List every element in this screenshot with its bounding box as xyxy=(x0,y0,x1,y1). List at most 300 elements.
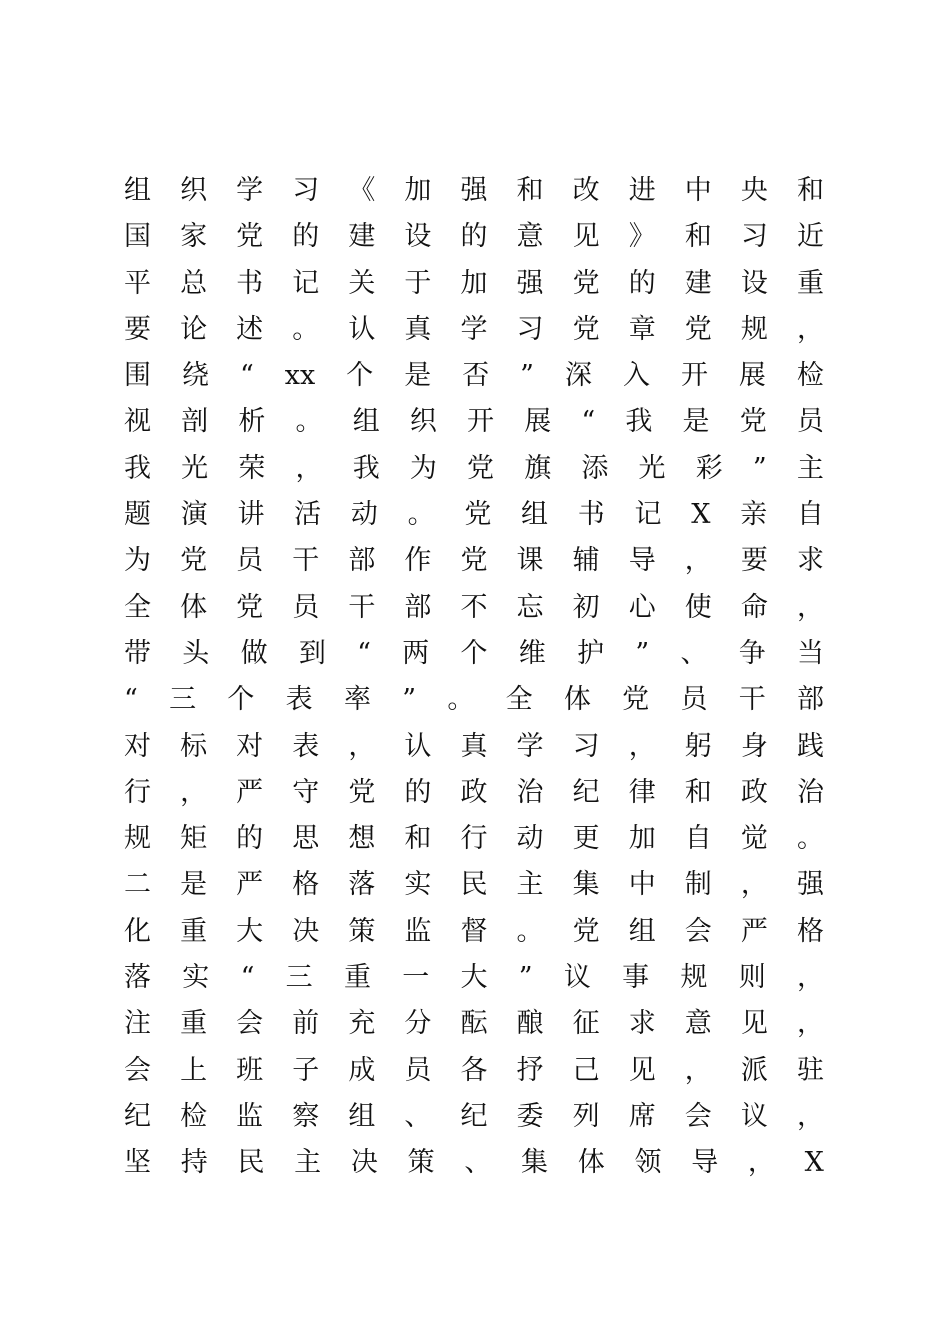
text-glyph: 全 xyxy=(505,684,533,716)
text-glyph: 视 xyxy=(124,406,151,438)
text-glyph: 上 xyxy=(180,1054,208,1086)
text-glyph: 央 xyxy=(740,175,768,206)
text-glyph: 演 xyxy=(180,499,208,531)
text-glyph: 表 xyxy=(285,684,313,716)
text-glyph: 会 xyxy=(124,1054,151,1086)
text-glyph: 。 xyxy=(292,313,320,345)
text-glyph: 。 xyxy=(407,499,435,531)
text-glyph: 党 xyxy=(348,776,376,808)
text-glyph: 分 xyxy=(404,1008,432,1040)
text-glyph: 部 xyxy=(797,684,824,716)
text-glyph: 三 xyxy=(285,962,313,994)
text-glyph: 要 xyxy=(124,313,151,345)
text-glyph: “ xyxy=(239,360,254,392)
text-glyph: 否 xyxy=(462,360,490,392)
text-glyph: xx xyxy=(284,360,316,392)
text-glyph: 带 xyxy=(124,637,151,669)
text-glyph: 心 xyxy=(628,591,656,623)
text-glyph: 章 xyxy=(628,313,656,345)
text-glyph: 认 xyxy=(348,313,376,345)
text-glyph: 习 xyxy=(516,313,544,345)
text-glyph: 。 xyxy=(295,406,323,438)
text-glyph: 注 xyxy=(124,1008,151,1040)
text-glyph: 导 xyxy=(691,1147,719,1179)
text-glyph: 和 xyxy=(684,776,712,808)
text-glyph: 率 xyxy=(343,684,371,716)
text-glyph: 使 xyxy=(684,591,712,623)
text-glyph: 规 xyxy=(740,313,768,345)
text-glyph: 委 xyxy=(516,1100,544,1132)
text-glyph: 检 xyxy=(796,360,824,392)
text-glyph: “ xyxy=(581,406,596,438)
text-glyph: 总 xyxy=(180,267,208,299)
text-glyph: 习 xyxy=(740,221,768,253)
text-glyph: 政 xyxy=(740,776,768,808)
text-glyph: 初 xyxy=(572,591,600,623)
text-glyph: 格 xyxy=(796,915,824,947)
text-glyph: 前 xyxy=(292,1008,320,1040)
text-glyph: 两 xyxy=(402,637,430,669)
text-glyph: 民 xyxy=(460,869,488,901)
text-line xyxy=(124,307,824,353)
text-glyph: 三 xyxy=(169,684,197,716)
text-glyph: 实 xyxy=(182,962,210,994)
text-glyph: 规 xyxy=(680,962,708,994)
text-glyph: 个 xyxy=(346,360,374,392)
text-glyph: 是 xyxy=(404,360,432,392)
text-glyph: 践 xyxy=(796,730,824,762)
text-glyph: 动 xyxy=(350,499,378,531)
text-glyph: 议 xyxy=(740,1100,768,1132)
text-glyph: “ xyxy=(124,684,138,716)
text-glyph: 中 xyxy=(628,869,656,901)
text-glyph: 征 xyxy=(572,1008,600,1040)
text-glyph: 主 xyxy=(516,869,544,901)
text-line xyxy=(124,1094,824,1140)
text-glyph: 强 xyxy=(460,175,488,206)
text-glyph: 加 xyxy=(404,175,432,206)
text-glyph: 头 xyxy=(182,637,210,669)
text-glyph: 维 xyxy=(518,637,546,669)
text-line xyxy=(124,353,824,399)
text-line xyxy=(124,909,824,955)
text-glyph: 集 xyxy=(572,869,600,901)
text-glyph: 添 xyxy=(581,452,609,484)
text-glyph: 的 xyxy=(404,776,432,808)
text-line xyxy=(124,631,824,677)
text-glyph: 剖 xyxy=(181,406,209,438)
text-glyph: 落 xyxy=(124,962,151,994)
text-glyph: 建 xyxy=(684,267,712,299)
text-glyph: 党 xyxy=(236,221,264,253)
text-glyph: ， xyxy=(180,776,208,808)
text-glyph: 己 xyxy=(572,1054,600,1086)
text-glyph: 体 xyxy=(577,1147,605,1179)
text-glyph: 为 xyxy=(409,452,437,484)
text-glyph: 绕 xyxy=(181,360,209,392)
text-glyph: 落 xyxy=(348,869,376,901)
text-glyph: 会 xyxy=(684,1100,712,1132)
text-glyph: 是 xyxy=(682,406,710,438)
text-glyph: 导 xyxy=(628,545,656,577)
text-glyph: 党 xyxy=(467,452,495,484)
text-glyph: 争 xyxy=(738,637,766,669)
text-glyph: 治 xyxy=(796,776,824,808)
text-glyph: 员 xyxy=(796,406,824,438)
text-line xyxy=(124,168,824,214)
text-glyph: 充 xyxy=(348,1008,376,1040)
text-glyph: 酿 xyxy=(516,1008,544,1040)
text-glyph: 意 xyxy=(516,221,544,253)
text-line xyxy=(124,399,824,445)
text-glyph: 析 xyxy=(238,406,266,438)
text-glyph: 的 xyxy=(236,823,264,855)
body-text xyxy=(124,168,824,1187)
text-line xyxy=(124,538,824,584)
text-glyph: 政 xyxy=(460,776,488,808)
text-glyph: 重 xyxy=(796,267,824,299)
text-glyph: 设 xyxy=(404,221,432,253)
text-glyph: ， xyxy=(796,591,824,623)
text-glyph: 员 xyxy=(236,545,264,577)
text-glyph: ” xyxy=(752,452,767,484)
text-glyph: 想 xyxy=(348,823,376,855)
text-glyph: 建 xyxy=(348,221,376,253)
text-glyph: 决 xyxy=(292,915,320,947)
text-glyph: 真 xyxy=(460,730,488,762)
text-glyph: ， xyxy=(796,1100,824,1132)
text-glyph: 党 xyxy=(572,313,600,345)
text-glyph: 见 xyxy=(740,1008,768,1040)
text-glyph: 标 xyxy=(180,730,208,762)
text-glyph: 思 xyxy=(292,823,320,855)
text-glyph: 见 xyxy=(572,221,600,253)
text-glyph: 事 xyxy=(622,962,650,994)
text-glyph: 习 xyxy=(572,730,600,762)
text-glyph: 展 xyxy=(738,360,766,392)
text-glyph: 治 xyxy=(516,776,544,808)
text-glyph: 组 xyxy=(348,1100,376,1132)
text-glyph: 改 xyxy=(572,175,600,206)
text-glyph: 表 xyxy=(292,730,320,762)
text-glyph: 席 xyxy=(628,1100,656,1132)
text-glyph: 强 xyxy=(796,869,824,901)
text-glyph: 各 xyxy=(460,1054,488,1086)
text-glyph: 做 xyxy=(240,637,268,669)
text-glyph: 制 xyxy=(684,869,712,901)
text-glyph: 和 xyxy=(684,221,712,253)
text-glyph: 。 xyxy=(447,684,475,716)
text-glyph: 持 xyxy=(180,1147,208,1179)
text-glyph: 认 xyxy=(404,730,432,762)
text-glyph: 记 xyxy=(634,499,662,531)
text-glyph: 旗 xyxy=(524,452,552,484)
text-glyph: 记 xyxy=(292,267,320,299)
text-glyph: 党 xyxy=(739,406,767,438)
text-line xyxy=(124,862,824,908)
text-glyph: 动 xyxy=(516,823,544,855)
text-glyph: 书 xyxy=(236,267,264,299)
text-glyph: 平 xyxy=(124,267,151,299)
text-glyph: 监 xyxy=(404,915,432,947)
text-glyph: 护 xyxy=(577,637,605,669)
text-glyph: 于 xyxy=(404,267,432,299)
text-line xyxy=(124,1140,824,1186)
text-glyph: 进 xyxy=(628,175,656,206)
text-glyph: 是 xyxy=(180,869,208,901)
text-glyph: 亲 xyxy=(740,499,768,531)
text-glyph: 觉 xyxy=(740,823,768,855)
text-glyph: 展 xyxy=(524,406,552,438)
text-glyph: 会 xyxy=(236,1008,264,1040)
text-glyph: 强 xyxy=(516,267,544,299)
text-line xyxy=(124,677,824,723)
text-glyph: 彩 xyxy=(695,452,723,484)
text-glyph: ， xyxy=(796,313,824,345)
text-glyph: 我 xyxy=(352,452,380,484)
text-glyph: 述 xyxy=(236,313,264,345)
text-glyph: 忘 xyxy=(516,591,544,623)
text-glyph: 纪 xyxy=(572,776,600,808)
text-glyph: 班 xyxy=(236,1054,264,1086)
text-glyph: 成 xyxy=(348,1054,376,1086)
text-glyph: 论 xyxy=(180,313,208,345)
text-glyph: ， xyxy=(295,452,323,484)
text-glyph: 光 xyxy=(181,452,209,484)
text-glyph: 求 xyxy=(628,1008,656,1040)
text-glyph: ” xyxy=(520,360,534,392)
text-glyph: ， xyxy=(348,730,376,762)
text-glyph: 领 xyxy=(634,1147,662,1179)
text-line xyxy=(124,1001,824,1047)
text-glyph: 自 xyxy=(796,499,824,531)
text-glyph: 部 xyxy=(404,591,432,623)
text-glyph: 关 xyxy=(348,267,376,299)
text-line xyxy=(124,724,824,770)
text-glyph: 织 xyxy=(180,175,208,206)
text-glyph: 到 xyxy=(298,637,326,669)
text-glyph: 体 xyxy=(563,684,591,716)
text-glyph: 我 xyxy=(124,452,151,484)
text-glyph: 集 xyxy=(521,1147,549,1179)
text-glyph: 命 xyxy=(740,591,768,623)
text-glyph: 抒 xyxy=(516,1054,544,1086)
text-glyph: 开 xyxy=(680,360,708,392)
text-glyph: 格 xyxy=(292,869,320,901)
text-glyph: 纪 xyxy=(124,1100,151,1132)
text-glyph: 荣 xyxy=(238,452,266,484)
text-glyph: 我 xyxy=(625,406,653,438)
text-glyph: 。 xyxy=(796,823,824,855)
text-glyph: 党 xyxy=(622,684,650,716)
text-glyph: 深 xyxy=(564,360,592,392)
text-glyph: 国 xyxy=(124,221,151,253)
text-glyph: 全 xyxy=(124,591,151,623)
text-glyph: 大 xyxy=(460,962,488,994)
text-glyph: 党 xyxy=(460,545,488,577)
text-glyph: 光 xyxy=(638,452,666,484)
text-glyph: 和 xyxy=(796,175,824,206)
text-glyph: 中 xyxy=(684,175,712,206)
text-glyph: 严 xyxy=(740,915,768,947)
text-glyph: 策 xyxy=(407,1147,435,1179)
text-line xyxy=(124,446,824,492)
text-glyph: 作 xyxy=(404,545,432,577)
text-glyph: X xyxy=(691,499,711,531)
text-glyph: 纪 xyxy=(460,1100,488,1132)
text-line xyxy=(124,955,824,1001)
text-glyph: ， xyxy=(796,1008,824,1040)
text-glyph: X xyxy=(804,1147,824,1179)
text-glyph: 织 xyxy=(409,406,437,438)
text-glyph: ， xyxy=(740,869,768,901)
text-glyph: 的 xyxy=(292,221,320,253)
text-glyph: 对 xyxy=(236,730,264,762)
text-glyph: 不 xyxy=(460,591,488,623)
text-glyph: ， xyxy=(684,545,712,577)
text-glyph: ， xyxy=(797,962,824,994)
text-line xyxy=(124,585,824,631)
text-glyph: 干 xyxy=(292,545,320,577)
text-glyph: 二 xyxy=(124,869,151,901)
text-glyph: ， xyxy=(684,1054,712,1086)
text-glyph: ” xyxy=(402,684,417,716)
text-glyph: 的 xyxy=(460,221,488,253)
text-glyph: 党 xyxy=(572,915,600,947)
text-glyph: 坚 xyxy=(124,1147,151,1179)
text-glyph: 干 xyxy=(348,591,376,623)
text-glyph: 派 xyxy=(740,1054,768,1086)
text-glyph: 党 xyxy=(236,591,264,623)
text-glyph: 自 xyxy=(684,823,712,855)
text-glyph: 近 xyxy=(796,221,824,253)
text-glyph: 督 xyxy=(460,915,488,947)
text-glyph: 身 xyxy=(740,730,768,762)
text-glyph: 检 xyxy=(180,1100,208,1132)
text-glyph: 入 xyxy=(622,360,650,392)
text-glyph: 列 xyxy=(572,1100,600,1132)
text-line xyxy=(124,816,824,862)
text-glyph: 子 xyxy=(292,1054,320,1086)
text-glyph: ， xyxy=(628,730,656,762)
text-line xyxy=(124,770,824,816)
text-glyph: 守 xyxy=(292,776,320,808)
text-glyph: 当 xyxy=(797,637,824,669)
text-glyph: 加 xyxy=(628,823,656,855)
text-glyph: 重 xyxy=(180,1008,208,1040)
text-glyph: 家 xyxy=(180,221,208,253)
text-glyph: 党 xyxy=(180,545,208,577)
text-glyph: 严 xyxy=(236,869,264,901)
text-glyph: 议 xyxy=(563,962,591,994)
text-glyph: 组 xyxy=(521,499,549,531)
text-glyph: 严 xyxy=(236,776,264,808)
text-glyph: “ xyxy=(357,637,371,669)
text-glyph: 重 xyxy=(343,962,371,994)
text-glyph: 察 xyxy=(292,1100,320,1132)
text-glyph: 会 xyxy=(684,915,712,947)
text-glyph: 》 xyxy=(628,221,656,253)
text-glyph: 实 xyxy=(404,869,432,901)
text-line xyxy=(124,261,824,307)
text-line xyxy=(124,492,824,538)
text-glyph: 党 xyxy=(684,313,712,345)
text-glyph: 律 xyxy=(628,776,656,808)
text-glyph: 对 xyxy=(124,730,151,762)
text-glyph: 驻 xyxy=(796,1054,824,1086)
text-glyph: “ xyxy=(240,962,255,994)
text-glyph: 、 xyxy=(404,1100,432,1132)
text-glyph: 员 xyxy=(292,591,320,623)
text-glyph: 重 xyxy=(180,915,208,947)
text-glyph: 学 xyxy=(236,175,264,206)
text-glyph: 和 xyxy=(516,175,544,206)
text-glyph: 个 xyxy=(460,637,488,669)
text-glyph: 。 xyxy=(516,915,544,947)
text-glyph: 主 xyxy=(796,452,824,484)
text-glyph: 个 xyxy=(227,684,255,716)
text-glyph: 行 xyxy=(124,776,151,808)
text-glyph: 决 xyxy=(350,1147,378,1179)
text-glyph: 躬 xyxy=(684,730,712,762)
text-glyph: ” xyxy=(518,962,533,994)
text-glyph: 围 xyxy=(124,360,151,392)
text-glyph: 党 xyxy=(572,267,600,299)
text-glyph: 主 xyxy=(294,1147,322,1179)
text-glyph: 题 xyxy=(124,499,151,531)
text-glyph: 求 xyxy=(796,545,824,577)
text-glyph: 学 xyxy=(516,730,544,762)
text-glyph: 化 xyxy=(124,915,151,947)
text-glyph: 一 xyxy=(402,962,430,994)
text-glyph: 组 xyxy=(352,406,380,438)
text-glyph: 更 xyxy=(572,823,600,855)
text-glyph: ” xyxy=(635,637,650,669)
text-glyph: 体 xyxy=(180,591,208,623)
text-glyph: 开 xyxy=(467,406,495,438)
text-glyph: 、 xyxy=(680,637,708,669)
text-glyph: 行 xyxy=(460,823,488,855)
text-glyph: 矩 xyxy=(180,823,208,855)
text-glyph: 策 xyxy=(348,915,376,947)
text-glyph: 辅 xyxy=(572,545,600,577)
text-glyph: 《 xyxy=(348,175,376,206)
text-glyph: 学 xyxy=(460,313,488,345)
text-glyph: 党 xyxy=(464,499,492,531)
text-glyph: 活 xyxy=(294,499,322,531)
text-glyph: 为 xyxy=(124,545,151,577)
text-glyph: 的 xyxy=(628,267,656,299)
text-glyph: 设 xyxy=(740,267,768,299)
text-glyph: 和 xyxy=(404,823,432,855)
text-glyph: 书 xyxy=(577,499,605,531)
text-glyph: 加 xyxy=(460,267,488,299)
text-glyph: 酝 xyxy=(460,1008,488,1040)
text-glyph: 规 xyxy=(124,823,151,855)
text-glyph: 监 xyxy=(236,1100,264,1132)
text-glyph: ， xyxy=(747,1147,775,1179)
text-glyph: 真 xyxy=(404,313,432,345)
text-line xyxy=(124,214,824,260)
text-glyph: 习 xyxy=(292,175,320,206)
text-glyph: 员 xyxy=(680,684,708,716)
text-glyph: 员 xyxy=(404,1054,432,1086)
text-glyph: 讲 xyxy=(237,499,265,531)
text-glyph: 课 xyxy=(516,545,544,577)
text-glyph: 部 xyxy=(348,545,376,577)
text-glyph: 、 xyxy=(464,1147,492,1179)
text-glyph: 民 xyxy=(237,1147,265,1179)
